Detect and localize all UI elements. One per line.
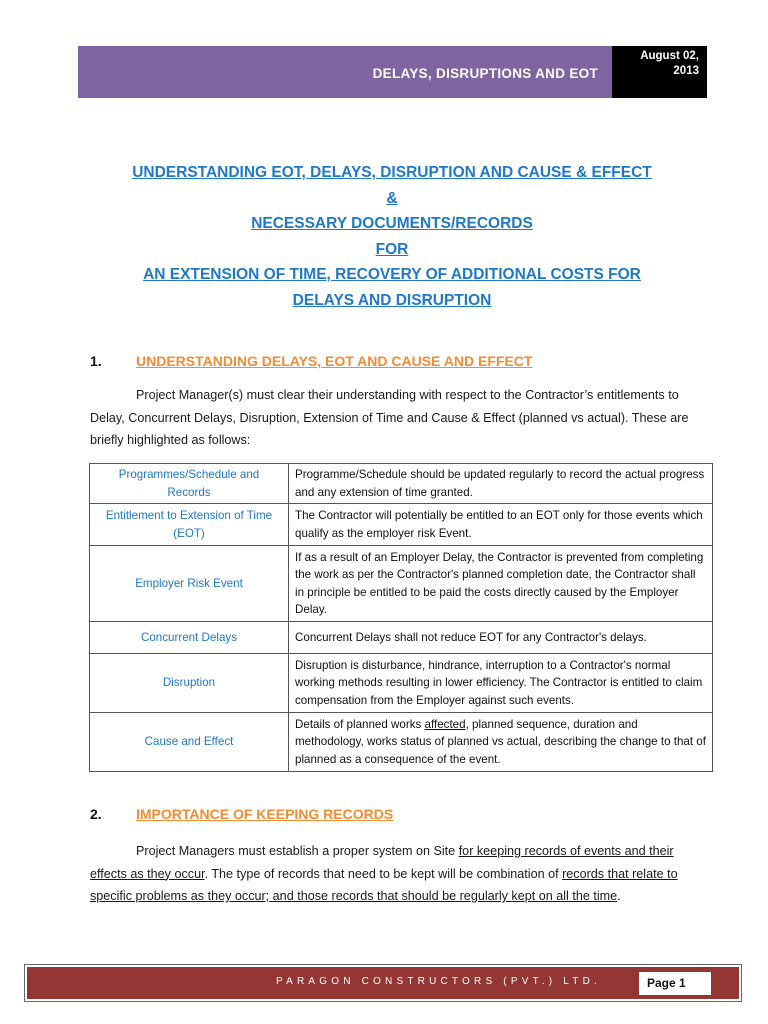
- section-2-underlined-1: for keeping records of events and their effects as they occur: [90, 844, 674, 881]
- section-1-title: UNDERSTANDING DELAYS, EOT AND CAUSE AND EFFECT: [136, 353, 533, 369]
- section-2-title: IMPORTANCE OF KEEPING RECORDS: [136, 806, 394, 822]
- title-line-1: UNDERSTANDING EOT, DELAYS, DISRUPTION AND CAUSE & EFFECT: [132, 164, 652, 181]
- header-band: [78, 46, 612, 98]
- table-desc: The Contractor will potentially be entitled to an EOT only for those events which qualify as the employer risk Event.: [289, 504, 713, 546]
- section-2-text: . The type of records that need to be kept will be combination of: [204, 866, 563, 881]
- section-2-text: Project Managers must establish a proper system on Site: [136, 844, 459, 858]
- table-term: Concurrent Delays: [90, 622, 289, 654]
- entitlements-table: [89, 463, 713, 772]
- footer-band: [24, 964, 742, 1002]
- section-2-text: .: [617, 889, 621, 903]
- table-desc: Concurrent Delays shall not reduce EOT for any Contractor's delays.: [289, 622, 713, 654]
- table-term: Employer Risk Event: [90, 546, 289, 622]
- title-line-2: &: [386, 189, 398, 207]
- table-row: [90, 504, 713, 546]
- title-line-3: NECESSARY DOCUMENTS/RECORDS: [251, 215, 533, 232]
- table-row: [90, 546, 713, 622]
- header-date-line1: August 02,: [640, 50, 699, 62]
- section-1-text: Project Manager(s) must clear their understanding with respect to the Contractor’s entitlements to Delay, Concurrent Delays, Disruption, Extension of Time and Cause & Effect (planned vs actual). These are briefly highlighted as follows:: [90, 388, 689, 447]
- table-desc: Programme/Schedule should be updated regularly to record the actual progress and any extension of time granted.: [289, 464, 713, 504]
- header-date: [612, 46, 707, 98]
- footer-inner: [27, 967, 739, 999]
- title-line-6: DELAYS AND DISRUPTION: [292, 291, 492, 309]
- table-term: Programmes/Schedule and Records: [90, 464, 289, 504]
- table-desc: If as a result of an Employer Delay, the Contractor is prevented from completing the work as per the Contractor's planned completion date, the Contractor shall in principle be entitled to be paid the costs directly caused by the Employer Delay.: [289, 546, 713, 622]
- table-term: Cause and Effect: [90, 713, 289, 772]
- section-1-number: 1.: [90, 353, 102, 369]
- title-line-5: AN EXTENSION OF TIME, RECOVERY OF ADDITIONAL COSTS FOR: [143, 266, 641, 283]
- section-2-underlined-2: records that relate to specific problems as they occur; and those records that should be regularly kept on all the time: [90, 866, 678, 903]
- title-line-4: FOR: [375, 240, 409, 258]
- section-2-number: 2.: [90, 806, 102, 822]
- section-2-paragraph: [90, 840, 694, 908]
- table-row: [90, 713, 713, 772]
- header-date-line2: 2013: [673, 65, 699, 77]
- table-desc: Disruption is disturbance, hindrance, interruption to a Contractor's normal working methods resulting in lower efficiency. The Contractor is entitled to claim compensation from the Employer against such events.: [289, 654, 713, 713]
- table-row: [90, 654, 713, 713]
- table-term: Entitlement to Extension of Time (EOT): [90, 504, 289, 546]
- table-desc-part: , planned sequence, duration and methodology, works status of planned vs actual, describing the change to that of planned as a consequence of the event.: [295, 717, 706, 766]
- table-desc-underlined: affected: [424, 717, 466, 731]
- table-desc: [289, 713, 713, 772]
- document-title: [80, 160, 704, 313]
- table-desc-part: Details of planned works: [295, 717, 425, 731]
- footer-company: PARAGON CONSTRUCTORS (PVT.) LTD.: [276, 976, 601, 987]
- section-1-paragraph: [90, 384, 694, 452]
- footer-page-number: Page 1: [637, 972, 711, 995]
- table-row: [90, 622, 713, 654]
- header-title: DELAYS, DISRUPTIONS AND EOT: [372, 66, 598, 81]
- table-row: [90, 464, 713, 504]
- table-term: Disruption: [90, 654, 289, 713]
